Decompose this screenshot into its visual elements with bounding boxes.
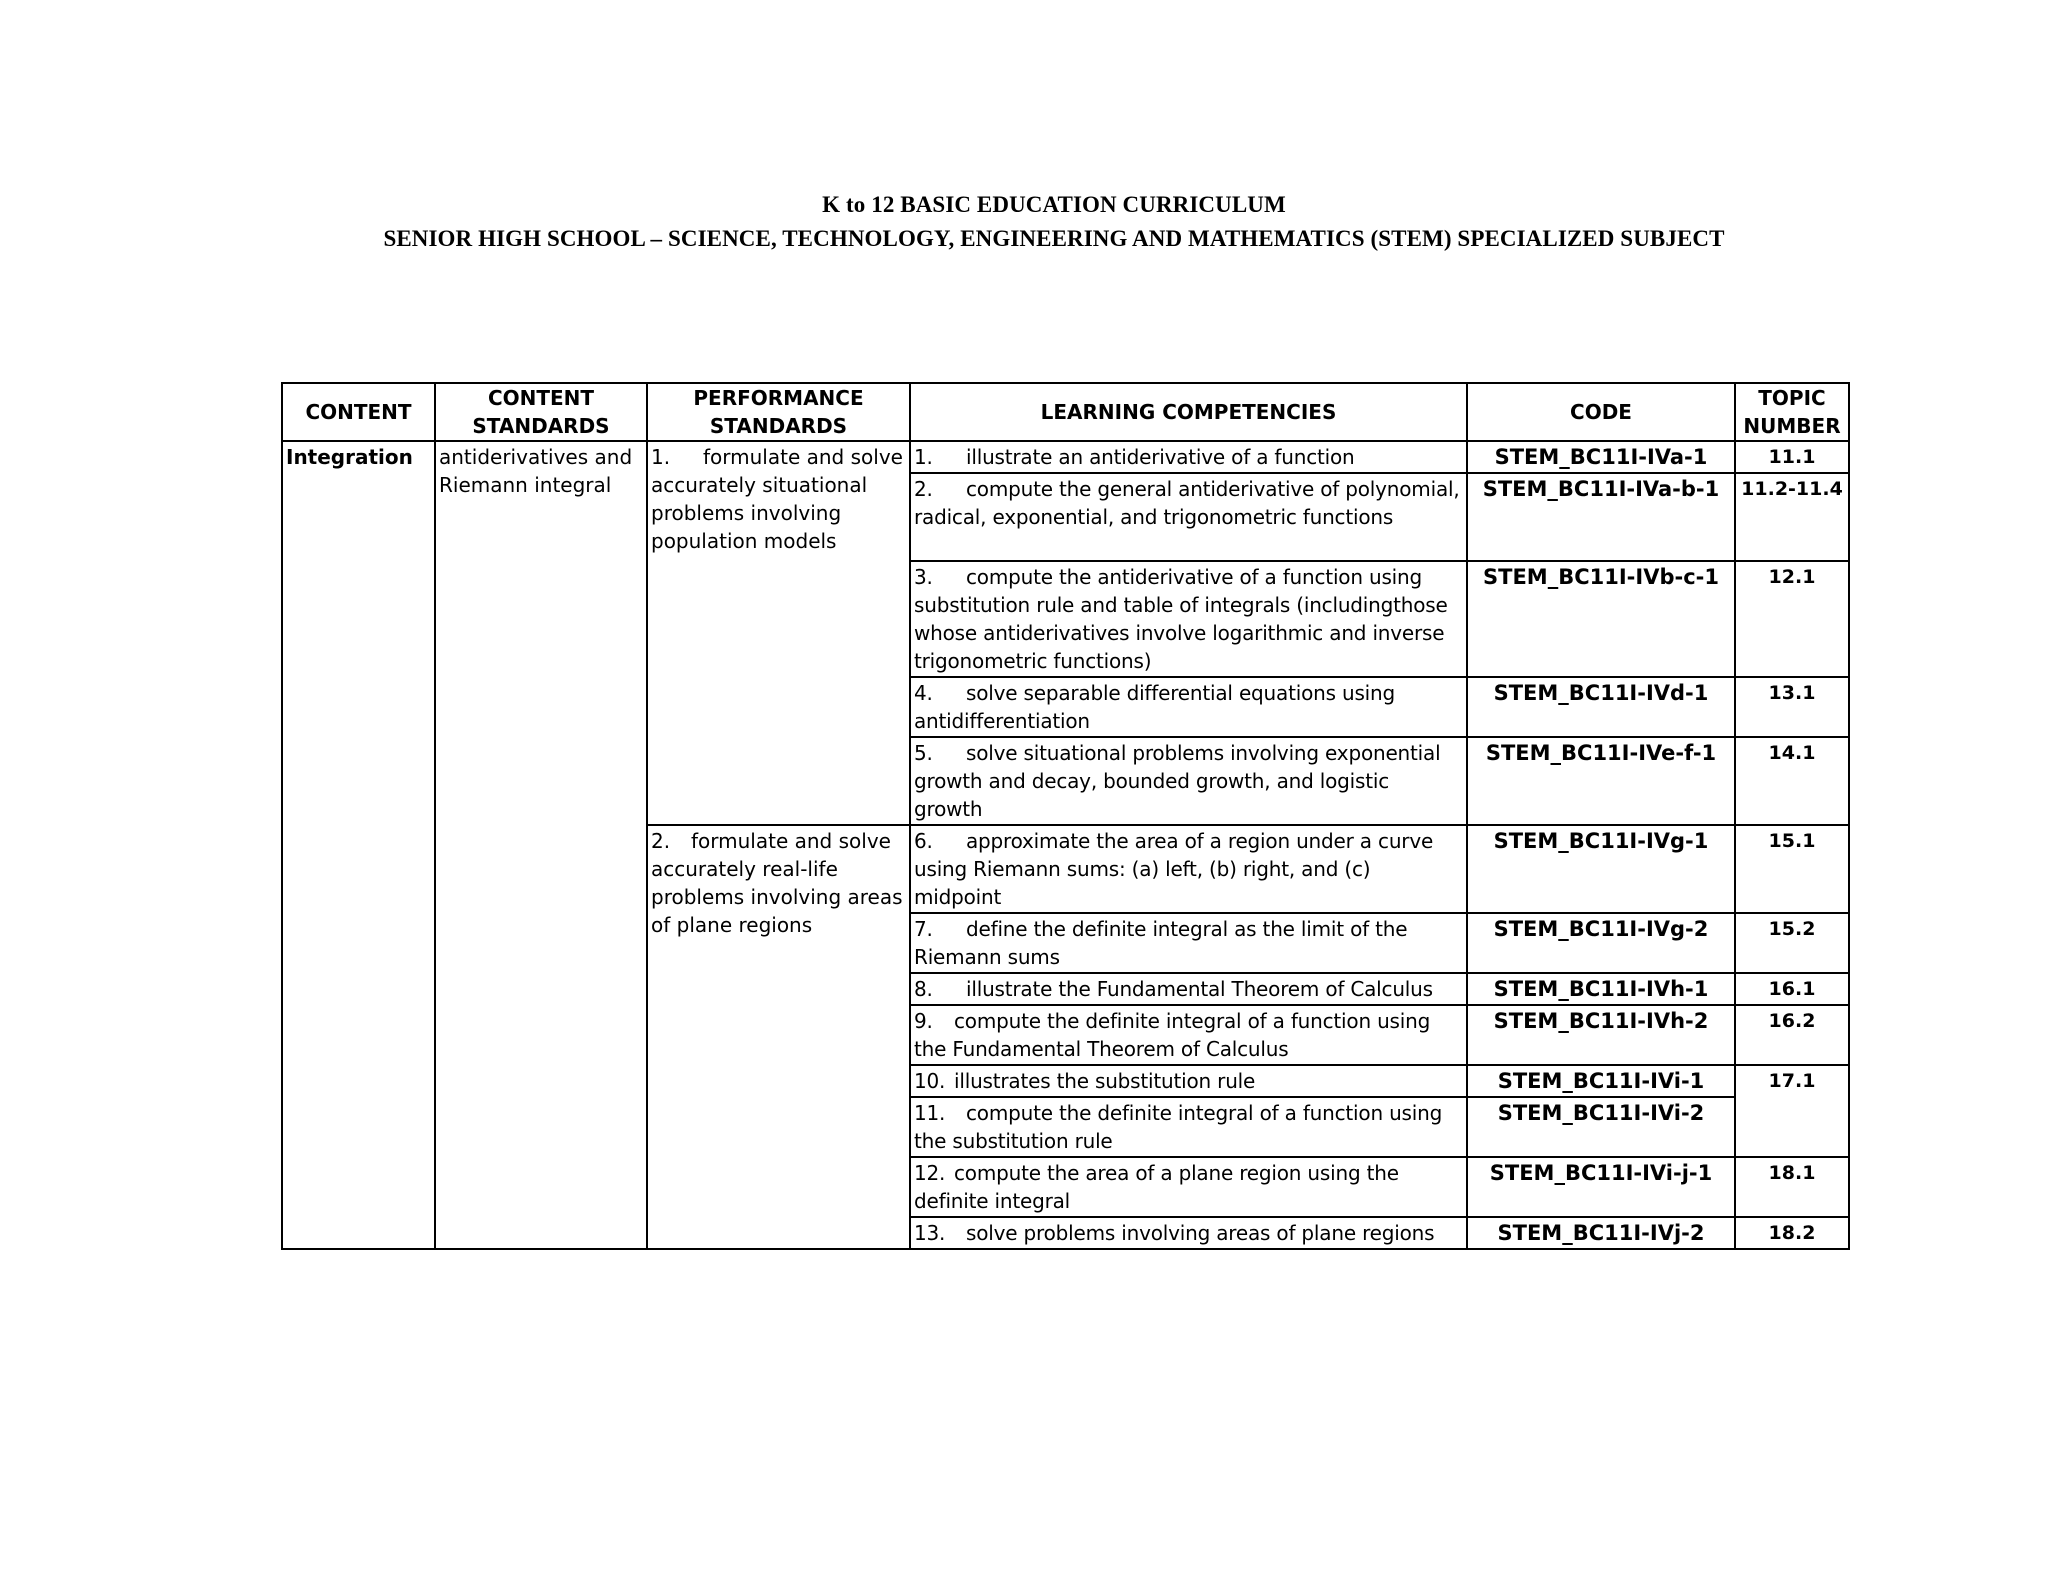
- topic-cell: 12.1: [1735, 561, 1849, 677]
- performance-standard-number: 2.: [651, 829, 671, 853]
- topic-cell: 15.2: [1735, 913, 1849, 973]
- competency-cell: [910, 1157, 1467, 1217]
- topic-cell: 18.2: [1735, 1217, 1849, 1249]
- performance-standard-2: [647, 825, 910, 1249]
- competency-text: compute the definite integral of a function using the Fundamental Theorem of Calculus: [914, 1009, 1431, 1061]
- code-cell: STEM_BC11I-IVd-1: [1467, 677, 1735, 737]
- competency-cell: [910, 825, 1467, 913]
- topic-cell: 18.1: [1735, 1157, 1849, 1217]
- topic-cell: 11.2-11.4: [1735, 473, 1849, 561]
- header-topic-number: TOPIC NUMBER: [1735, 383, 1849, 441]
- table-row: [282, 441, 1849, 473]
- topic-cell: 17.1: [1735, 1065, 1849, 1157]
- competency-number: 8.: [914, 977, 933, 1001]
- content-cell: Integration: [282, 441, 435, 1249]
- competency-cell: [910, 1217, 1467, 1249]
- competency-number: 10.: [914, 1069, 946, 1093]
- competency-text: define the definite integral as the limit of the Riemann sums: [914, 917, 1408, 969]
- competency-number: 2.: [914, 477, 933, 501]
- competency-text: illustrate the Fundamental Theorem of Calculus: [966, 977, 1433, 1001]
- code-cell: STEM_BC11I-IVi-1: [1467, 1065, 1735, 1097]
- header-performance-standards: PERFORMANCE STANDARDS: [647, 383, 910, 441]
- competency-number: 11.: [914, 1101, 946, 1125]
- header-content-standards: CONTENT STANDARDS: [435, 383, 647, 441]
- competency-cell: [910, 441, 1467, 473]
- topic-cell: 16.2: [1735, 1005, 1849, 1065]
- table-header-row: [282, 383, 1849, 441]
- code-cell: STEM_BC11I-IVh-1: [1467, 973, 1735, 1005]
- topic-cell: 11.1: [1735, 441, 1849, 473]
- code-cell: STEM_BC11I-IVa-1: [1467, 441, 1735, 473]
- competency-cell: [910, 737, 1467, 825]
- performance-standard-text: formulate and solve accurately situational problems involving population models: [651, 445, 903, 553]
- competency-cell: [910, 1097, 1467, 1157]
- code-cell: STEM_BC11I-IVe-f-1: [1467, 737, 1735, 825]
- code-cell: STEM_BC11I-IVg-2: [1467, 913, 1735, 973]
- performance-standard-text: formulate and solve accurately real-life problems involving areas of plane regions: [651, 829, 903, 937]
- competency-text: compute the general antiderivative of polynomial, radical, exponential, and trigonometric functions: [914, 477, 1460, 529]
- competency-text: illustrate an antiderivative of a function: [966, 445, 1355, 469]
- competency-cell: [910, 913, 1467, 973]
- competency-cell: [910, 1005, 1467, 1065]
- competency-number: 13.: [914, 1221, 946, 1245]
- competency-number: 7.: [914, 917, 933, 941]
- competency-number: 1.: [914, 445, 933, 469]
- competency-number: 5.: [914, 741, 933, 765]
- competency-cell: [910, 561, 1467, 677]
- competency-cell: [910, 1065, 1467, 1097]
- code-cell: STEM_BC11I-IVj-2: [1467, 1217, 1735, 1249]
- code-cell: STEM_BC11I-IVb-c-1: [1467, 561, 1735, 677]
- document-title: K to 12 BASIC EDUCATION CURRICULUM: [822, 192, 1286, 217]
- competency-text: solve problems involving areas of plane regions: [966, 1221, 1435, 1245]
- topic-cell: 15.1: [1735, 825, 1849, 913]
- topic-cell: 16.1: [1735, 973, 1849, 1005]
- curriculum-table: [281, 382, 1850, 1250]
- code-cell: STEM_BC11I-IVi-2: [1467, 1097, 1735, 1157]
- code-cell: STEM_BC11I-IVi-j-1: [1467, 1157, 1735, 1217]
- competency-text: illustrates the substitution rule: [954, 1069, 1256, 1093]
- competency-text: solve situational problems involving exponential growth and decay, bounded growth, and logistic growth: [914, 741, 1441, 821]
- code-cell: STEM_BC11I-IVa-b-1: [1467, 473, 1735, 561]
- competency-number: 12.: [914, 1161, 946, 1185]
- competency-number: 3.: [914, 565, 933, 589]
- header-learning-competencies: LEARNING COMPETENCIES: [910, 383, 1467, 441]
- competency-text: approximate the area of a region under a curve using Riemann sums: (a) left, (b) right, and (c) midpoint: [914, 829, 1434, 909]
- competency-cell: [910, 473, 1467, 561]
- header-content: CONTENT: [282, 383, 435, 441]
- competency-text: solve separable differential equations using antidifferentiation: [914, 681, 1395, 733]
- page-header: [0, 188, 2048, 256]
- competency-cell: [910, 677, 1467, 737]
- performance-standard-number: 1.: [651, 445, 671, 469]
- topic-cell: 14.1: [1735, 737, 1849, 825]
- code-cell: STEM_BC11I-IVg-1: [1467, 825, 1735, 913]
- document-subtitle: SENIOR HIGH SCHOOL – SCIENCE, TECHNOLOGY, ENGINEERING AND MATHEMATICS (STEM) SPECIALIZED SUBJECT: [383, 226, 1725, 251]
- competency-number: 4.: [914, 681, 933, 705]
- competency-text: compute the antiderivative of a function using substitution rule and table of integrals (includingthose whose antiderivatives involve logarithmic and inverse trigonometric functions): [914, 565, 1448, 673]
- competency-number: 6.: [914, 829, 933, 853]
- competency-cell: [910, 973, 1467, 1005]
- competency-text: compute the definite integral of a function using the substitution rule: [914, 1101, 1443, 1153]
- topic-cell: 13.1: [1735, 677, 1849, 737]
- performance-standard-1: [647, 441, 910, 825]
- content-standards-cell: antiderivatives and Riemann integral: [435, 441, 647, 1249]
- competency-text: compute the area of a plane region using the definite integral: [914, 1161, 1399, 1213]
- competency-number: 9.: [914, 1009, 933, 1033]
- header-code: CODE: [1467, 383, 1735, 441]
- code-cell: STEM_BC11I-IVh-2: [1467, 1005, 1735, 1065]
